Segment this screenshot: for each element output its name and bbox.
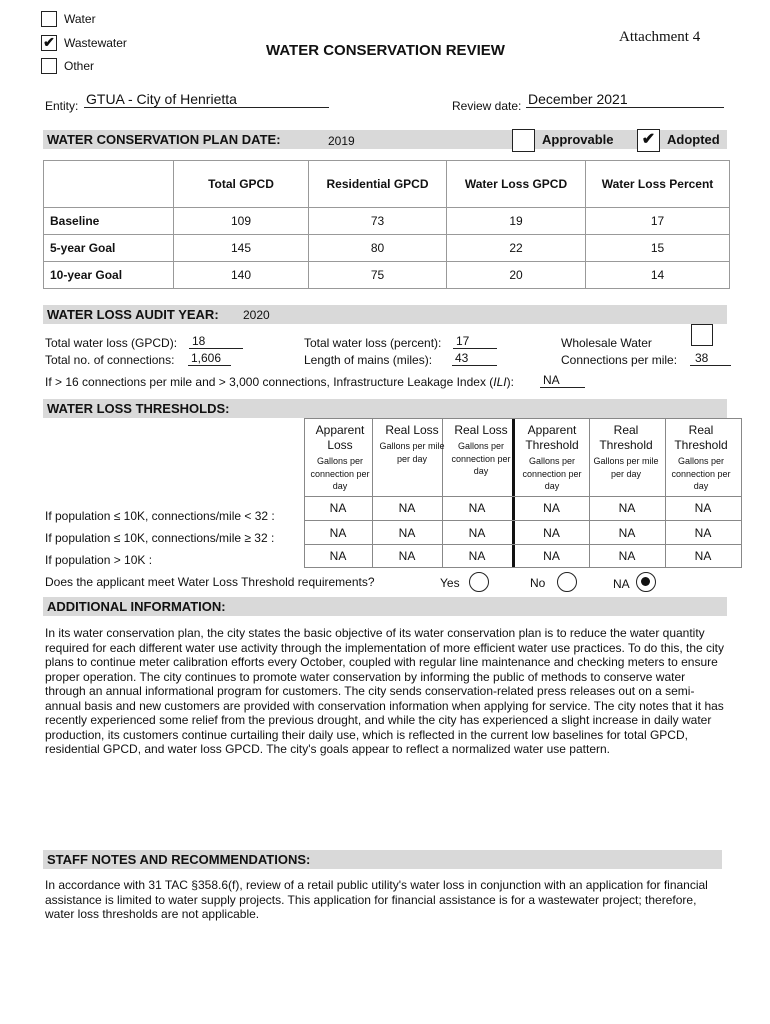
yes-radio[interactable] [469,572,489,592]
table-cell: 109 [174,208,309,235]
threshold-col-header: Real Threshold Gallons per connection per day [671,423,731,491]
yes-label: Yes [440,576,460,590]
threshold-col-header: Real Loss Gallons per connection per day [451,423,511,476]
attachment-label: Attachment 4 [619,29,701,45]
connections-label: Total no. of connections: [45,353,175,367]
review-date-label: Review date: [452,99,522,113]
threshold-question: Does the applicant meet Water Loss Threshold requirements? [45,575,375,589]
mains-field[interactable]: 43 [452,351,497,366]
gpcd-table [43,160,730,289]
additional-info-bar [43,597,727,616]
plan-date-bar [43,130,727,149]
adopted-checkbox[interactable]: ✔ [637,129,660,152]
threshold-col-header: Apparent Loss Gallons per connection per day [310,423,370,491]
table-cell: 17 [586,208,730,235]
ili-field[interactable]: NA [540,373,585,388]
threshold-col-header: Real Loss Gallons per mile per day [379,423,445,464]
total-loss-gpcd-label: Total water loss (GPCD): [45,336,178,350]
row-label: 5-year Goal [44,235,174,262]
table-cell: 80 [309,235,447,262]
threshold-row-label: If population > 10K : [45,553,153,567]
total-loss-pct-label: Total water loss (percent): [304,336,442,350]
table-row [44,208,730,235]
threshold-row: NA NA NA NA NA NA [329,549,712,563]
ili-label: If > 16 connections per mile and > 3,000 connections, Infrastructure Leakage Index (ILI): [45,375,514,389]
table-cell: 140 [174,262,309,289]
connections-field[interactable]: 1,606 [188,351,231,366]
wholesale-checkbox[interactable] [691,324,713,346]
thresholds-bar [43,399,727,418]
table-cell: 145 [174,235,309,262]
no-radio[interactable] [557,572,577,592]
staff-notes-text: In accordance with 31 TAC §358.6(f), review of a retail public utility's water loss in conjunction with an application for financial assistance is limited to water supply projects. This application for financial assistance is for a wastewater project; therefore, water loss thresholds are not applicable. [45,878,708,921]
threshold-col-header: Real Threshold Gallons per mile per day [593,423,659,479]
col-residential-gpcd: Residential GPCD [309,161,447,208]
staff-notes-label: STAFF NOTES AND RECOMMENDATIONS: [47,852,311,867]
total-loss-pct-field[interactable]: 17 [453,334,497,349]
additional-info-text: In its water conservation plan, the city states the basic objective of its water conservation plan is to reduce the water quantity required for each different water use activity through the implementation of more efficient water use practices. To do this, the city plans to continue meter calibration efforts every October, coupled with regular line maintenance and checking meters to ensure proper operation. The city continues to promote water conservation by informing the public of methods to conserve water through an annual informational program for customers. The city sends conservation-related press releases out on a semi-annual basis and new customers are provided with conservation information when applying for service. The city notes that it has recently experienced some relief from the previous drought, and while the city has experienced a slight increase in daily water production, its customers continue curtailing their daily use, which is reflected in the current low baselines for total GPCD, residential GPCD, and water loss GPCD. The city's goals appear to reflect a normalized water use pattern. [45,626,725,756]
other-checkbox[interactable] [41,58,57,74]
approvable-label: Approvable [542,132,614,147]
col-total-gpcd: Total GPCD [174,161,309,208]
review-date-field[interactable]: December 2021 [526,91,724,108]
mains-label: Length of mains (miles): [304,353,433,367]
table-row [44,235,730,262]
threshold-row: NA NA NA NA NA NA [329,501,712,515]
conn-per-mile-label: Connections per mile: [561,353,678,367]
page-title: WATER CONSERVATION REVIEW [266,42,505,59]
wastewater-label: Wastewater [64,36,127,50]
conn-per-mile-field[interactable]: 38 [690,351,731,366]
audit-year-bar [43,305,727,324]
na-label: NA [613,577,630,591]
other-label: Other [64,59,95,73]
col-water-loss-gpcd: Water Loss GPCD [447,161,586,208]
threshold-row: NA NA NA NA NA NA [329,526,712,540]
threshold-row-label: If population ≤ 10K, connections/mile < 32 : [45,509,275,523]
wholesale-label: Wholesale Water [561,336,652,350]
water-checkbox[interactable] [41,11,57,27]
threshold-row-label: If population ≤ 10K, connections/mile ≥ 32 : [45,531,275,545]
adopted-label: Adopted [667,132,720,147]
row-label: Baseline [44,208,174,235]
approvable-checkbox[interactable] [512,129,535,152]
wastewater-checkbox[interactable]: ✔ [41,35,57,51]
staff-notes-bar [43,850,722,869]
audit-year-label: WATER LOSS AUDIT YEAR: [47,307,219,322]
table-cell: 19 [447,208,586,235]
na-radio[interactable] [636,572,656,592]
table-cell: 73 [309,208,447,235]
total-loss-gpcd-field[interactable]: 18 [189,334,243,349]
no-label: No [530,576,546,590]
table-cell: 20 [447,262,586,289]
col-water-loss-percent: Water Loss Percent [586,161,730,208]
table-cell: 15 [586,235,730,262]
audit-year-value: 2020 [243,308,270,322]
entity-field[interactable]: GTUA - City of Henrietta [84,91,329,108]
entity-label: Entity: [45,99,79,113]
threshold-col-header: Apparent Threshold Gallons per connection per day [522,423,582,491]
table-cell: 75 [309,262,447,289]
plan-date-label: WATER CONSERVATION PLAN DATE: [47,132,281,147]
plan-date-value: 2019 [328,134,355,148]
table-cell: 22 [447,235,586,262]
row-label: 10-year Goal [44,262,174,289]
table-cell: 14 [586,262,730,289]
additional-info-label: ADDITIONAL INFORMATION: [47,599,226,614]
thresholds-label: WATER LOSS THRESHOLDS: [47,401,230,416]
table-row [44,262,730,289]
water-label: Water [64,12,96,26]
